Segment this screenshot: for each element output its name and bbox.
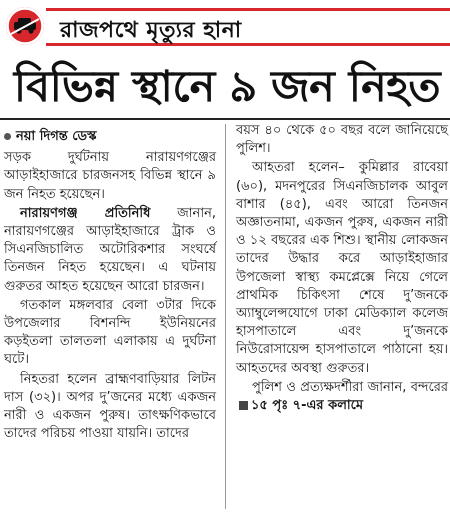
byline — [4, 128, 216, 146]
bullet-icon — [4, 133, 11, 140]
paragraph-2-text: জানান, নারায়ণগঞ্জের আড়াইহাজারে ট্রাক ও সিএনজিচালিত অটোরিকশার সংঘর্ষে তিনজন নিহত হয়েছেন। এ ঘটনায় গুরুতর আহত হয়েছেন আরো চারজন। — [4, 205, 216, 294]
paragraph-7-text: পুলিশ ও প্রত্যক্ষদর্শীরা জানান, বন্দরের — [252, 379, 448, 395]
paragraph-2 — [4, 205, 216, 296]
headline-divider — [0, 118, 450, 120]
paragraph-4: নিহতরা হলেন ব্রাহ্মণবাড়িয়ার লিটন দাস (৩২)। অপর দু’জনের মধ্যে একজন নারী ও একজন পুরুষ। তাৎক্ষণিকভাবে তাদের পরিচয় পাওয়া যায়নি। তাদের — [4, 371, 216, 442]
article-column-left — [4, 122, 216, 444]
section-header — [0, 0, 450, 54]
paragraph-6: আহতরা হলেন– কুমিল্লার রাবেয়া (৬০), মদনপুরের সিএনজিচালক আবুল বাশার (৪৫), এবং আরো তিনজন অজ্ঞাতনামা, একজন পুরুষ, একজন নারী ও ১২ বছরের এক শিশু। স্থানীয় লোকজন তাদের উদ্ধার করে আড়াইহাজার উপজেলা স্বাস্থ্য কমপ্লেক্সে নিয়ে গেলে প্রাথমিক চিকিৎসা শেষে দু’জনকে অ্যাম্বুলেন্সযোগে ঢাকা মেডিক্যাল কলেজ হাসপাতালে এবং দু’জনকে নিউরোসায়েন্স হাসপাতালে পাঠানো হয়। আহতদের অবস্থা গুরুতর। — [236, 160, 448, 376]
paragraph-7 — [236, 379, 448, 415]
car-crash-icon — [6, 7, 44, 45]
dateline: নারায়ণগঞ্জ প্রতিনিধি — [20, 205, 151, 221]
continuation-jump[interactable]: ১৫ পৃঃ ৭-এর কলামে — [251, 398, 364, 414]
byline-text: নয়া দিগন্ত ডেস্ক — [16, 129, 97, 144]
jump-marker-icon — [239, 401, 248, 410]
paragraph-5: বয়স ৪০ থেকে ৫০ বছর বলে জানিয়েছে পুলিশ। — [236, 123, 448, 157]
article-column-right — [236, 122, 448, 416]
paragraph-1: সড়ক দুর্ঘটনায় নারায়ণগঞ্জের আড়াইহাজারে চারজনসহ বিভিন্ন স্থানে ৯ জন নিহত হয়েছেন। — [4, 150, 216, 202]
paragraph-3: গতকাল মঙ্গলবার বেলা ৩টার দিকে উপজেলার বিশনন্দি ইউনিয়নের কড়ইতলা তালতলা এলাকায় এ দুর্ঘটনা ঘটে। — [4, 297, 216, 368]
kicker-frame — [46, 8, 450, 46]
kicker-title: রাজপথে মৃত্যুর হানা — [60, 18, 242, 43]
column-divider — [225, 124, 226, 509]
headline: বিভিন্ন স্থানে ৯ জন নিহত — [13, 62, 441, 112]
